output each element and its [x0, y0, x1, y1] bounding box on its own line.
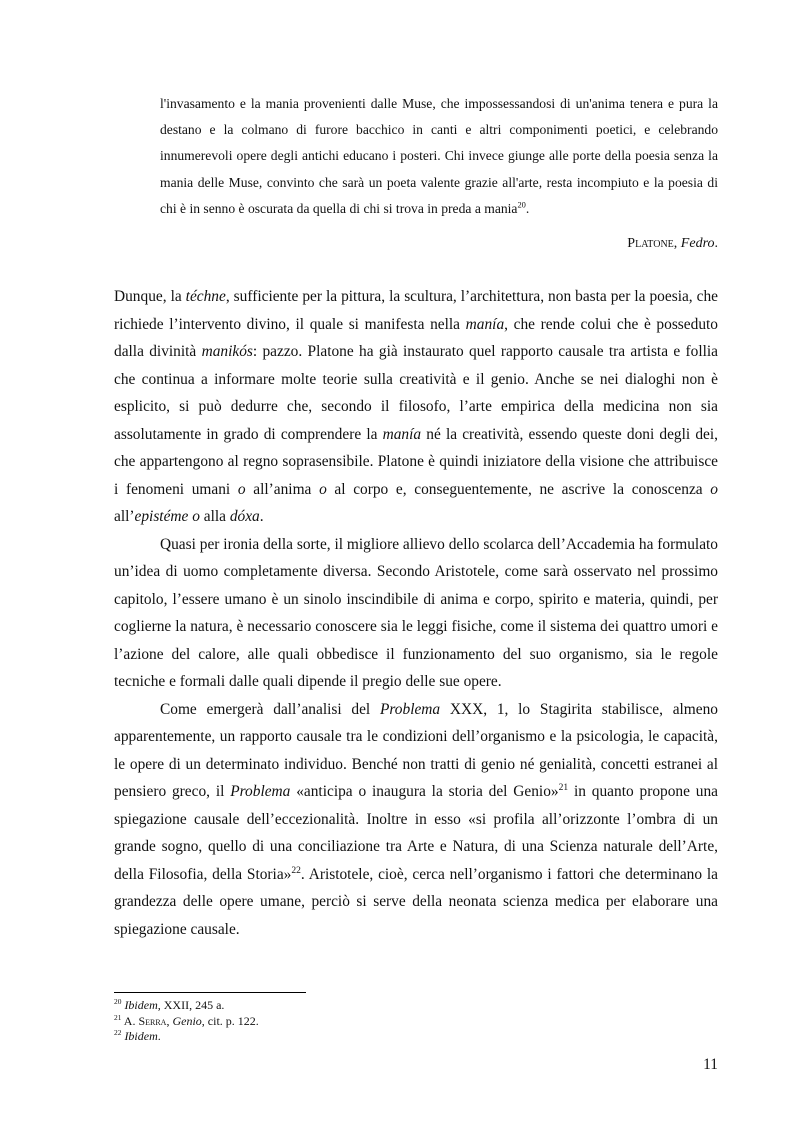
italic-run: epistéme o: [134, 508, 200, 525]
text-run: all’: [114, 508, 135, 525]
footnote-ref-21[interactable]: 21: [558, 781, 569, 793]
footnote-22: [114, 1029, 259, 1045]
italic-run: o: [319, 480, 327, 498]
attribution-separator: ,: [673, 236, 681, 251]
footnote-text: ,: [166, 1013, 173, 1028]
text-run: in quanto propone una spiegazione causale dell’eccezionalità. Inoltre in esso «si profila all’orizzonte l’ombra di un grande sogno, quello di una conciliazione tra Arte e Natura, di una Scienza naturale dell’Arte, della Filosofia, della Storia»: [114, 783, 719, 883]
text-run: Come emergerà dall’analisi del: [160, 700, 380, 718]
footnote-number: 21: [114, 1012, 122, 1022]
text-run: né la creatività, essendo queste doni degli dei, che appartengono al regno soprasensibile. Platone è quindi iniziatore della visione che attribuisce i fenomeni umani: [114, 425, 718, 498]
italic-run: o: [710, 480, 718, 498]
footnote-separator: [114, 992, 306, 993]
text-run: .: [259, 508, 264, 525]
quote-attribution: [627, 236, 718, 252]
footnote-italic: Genio: [172, 1013, 202, 1028]
text-run: «anticipa o inaugura la storia del Genio»: [290, 783, 559, 800]
text-run: Dunque, la: [114, 288, 186, 305]
page-number: 11: [703, 1056, 718, 1073]
footnote-author: Serra: [138, 1013, 167, 1028]
footnote-text: .: [157, 1029, 161, 1043]
paragraph-2: Quasi per ironia della sorte, il migliore allievo dello scolarca dell’Accademia ha formulato un’idea di uomo completamente diversa. Secondo Aristotele, come sarà osservato nel prossimo capitolo, l’essere umano è un sinolo inscindibile di anima e corpo, spirito e materia, quindi, per coglierne la natura, è necessario conoscere sia le leggi fisiche, come il sistema dei quattro umori e l’azione del calore, alle quali obbedisce il funzionamento del suo organismo, sia le regole tecniche e formali dalle quali dipende il pregio delle sue opere.: [114, 535, 718, 690]
attribution-end: .: [714, 236, 718, 251]
paragraph-1: [114, 283, 718, 531]
attribution-work: Fedro: [680, 236, 715, 251]
text-run: al corpo e, conseguentemente, ne ascrive la conoscenza: [326, 480, 711, 498]
paragraph-3: [114, 696, 718, 944]
text-run: , che rende colui che è posseduto dalla divinità: [114, 315, 718, 360]
text-run: alla: [199, 508, 230, 525]
footnote-number: 20: [114, 997, 122, 1006]
italic-run: manía: [382, 425, 422, 443]
footnote-ref-20[interactable]: 20: [517, 199, 526, 210]
block-quote: [160, 91, 718, 222]
footnote-text: XXII, 245 a.: [160, 998, 225, 1012]
footnote-text: , cit. p. 122.: [201, 1013, 259, 1028]
footnotes: [114, 998, 259, 1045]
italic-run: téchne: [185, 288, 226, 305]
italic-run: manikós: [201, 343, 253, 360]
footnote-ref-22[interactable]: 22: [291, 864, 301, 876]
attribution-author: Platone: [627, 236, 674, 251]
text-run: . Aristotele, cioè, cerca nell’organismo i fattori che determinano la grandezza delle opere umane, perciò si serve della neonata scienza medica per elaborare una spiegazione causale.: [114, 865, 718, 938]
quote-end: .: [525, 200, 530, 216]
text-run: all’anima: [245, 480, 320, 498]
footnote-italic: Ibidem,: [124, 998, 161, 1012]
footnote-21: [114, 1014, 259, 1030]
italic-run: manía: [465, 315, 505, 333]
italic-run: dóxa: [229, 508, 260, 525]
italic-run: Problema: [230, 783, 291, 800]
footnote-number: 22: [114, 1028, 122, 1037]
quote-text: l'invasamento e la mania provenienti dalle Muse, che impossessandosi di un'anima tenera e pura la destano e la colmano di furore bacchico in canti e altri componimenti poetici, e celebrando innumerevoli opere degli antichi educano i posteri. Chi invece giunge alle porte della poesia senza la mania delle Muse, convinto che sarà un poeta valente grazie all'arte, resta incompiuto e la poesia di chi è in senno è oscurata da quella di chi si trova in preda a mania: [160, 96, 718, 216]
footnote-20: [114, 998, 259, 1014]
footnote-italic: Ibidem: [124, 1029, 158, 1043]
text-run: , sufficiente per la pittura, la scultura, l’architettura, non basta per la poesia, che richiede l’intervento divino, il quale si manifesta nella: [114, 288, 718, 333]
footnote-text: A.: [121, 1013, 139, 1028]
text-run: : pazzo. Platone ha già instaurato quel rapporto causale tra artista e follia che continua a informare molte teorie sulla creatività e il genio. Anche se nei dialoghi non è esplicito, si può dedurre che, secondo il filosofo, l’arte empirica della medicina non sia assolutamente in grado di comprendere la: [114, 343, 718, 443]
body-text: [114, 283, 718, 943]
italic-run: Problema: [379, 700, 441, 718]
italic-run: o: [237, 480, 246, 498]
text-run: XXX, 1, lo Stagirita stabilisce, almeno apparentemente, un rapporto causale tra le condizioni dell’organismo e la psicologia, le capacità, le opere di un determinato individuo. Benché non tratti di genio né genialità, concetti estranei al pensiero greco, il: [114, 700, 718, 800]
